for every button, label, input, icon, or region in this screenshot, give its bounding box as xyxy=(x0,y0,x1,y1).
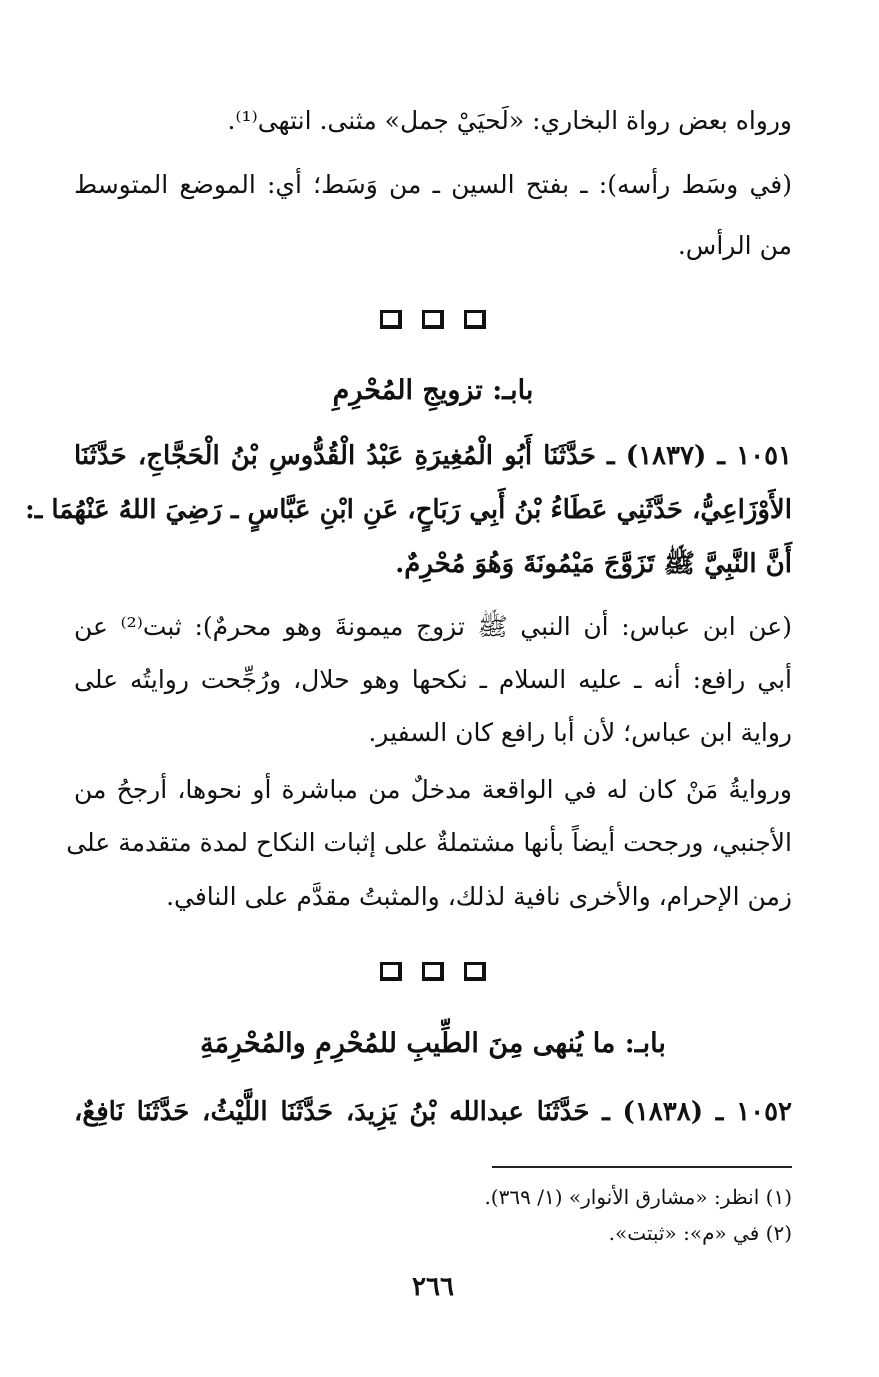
square-ornament-icon xyxy=(464,310,486,329)
hadith-1051-line-2: الأَوْزَاعِيُّ، حَدَّثَنِي عَطَاءُ بْنُ أَبِي رَبَاحٍ، عَنِ ابْنِ عَبَّاسٍ ـ رَضِيَ اللهُ عَنْهُمَا ـ: xyxy=(25,495,792,525)
commentary-2-line-3: زمن الإحرام، والأخرى نافية لذلك، والمثبتُ مقدَّم على النافي. xyxy=(166,882,792,911)
intro-line-1: ورواه بعض رواة البخاري: «لَحيَيْ جمل» مثنى. انتهى⁽¹⁾. xyxy=(227,106,792,135)
document-page xyxy=(25,0,792,1377)
hadith-1051-line-3: أَنَّ النَّبِيَّ ﷺ تَزَوَّجَ مَيْمُونَةَ وَهُوَ مُحْرِمٌ. xyxy=(395,549,792,579)
hadith-1052-line-1: ١٠٥٢ ـ (١٨٣٨) ـ حَدَّثَنَا عبدالله بْنُ يَزِيدَ، حَدَّثَنَا اللَّيْثُ، حَدَّثَنَا نَافِعٌ، xyxy=(74,1097,792,1127)
footnote-2: (٢) في «م»: «ثبتت». xyxy=(608,1221,792,1245)
commentary-2-line-1: وروايةُ مَنْ كان له في الواقعة مدخلٌ من مباشرة أو نحوها، أرجحُ من xyxy=(74,775,792,804)
page-number: ٢٦٦ xyxy=(412,1272,454,1302)
intro-line-2: (في وسَط رأسه): ـ بفتح السين ـ من وَسَط؛ أي: الموضع المتوسط xyxy=(74,170,792,199)
commentary-2-line-2: الأجنبي، ورجحت أيضاً بأنها مشتملةٌ على إثبات النكاح لمدة متقدمة على xyxy=(66,828,792,857)
square-ornament-icon xyxy=(422,962,444,981)
chapter-heading-2: بابـ: ما يُنهى مِنَ الطِّيبِ للمُحْرِمِ والمُحْرِمَةِ xyxy=(200,1028,666,1059)
square-ornament-icon xyxy=(380,962,402,981)
hadith-1051-line-1: ١٠٥١ ـ (١٨٣٧) ـ حَدَّثَنَا أَبُو الْمُغِيرَةِ عَبْدُ الْقُدُّوسِ بْنُ الْحَجَّاجِ، حَدَّثَنَا xyxy=(74,441,792,471)
footnote-1: (١) انظر: «مشارق الأنوار» (١/ ٣٦٩). xyxy=(484,1185,792,1209)
intro-line-3: من الرأس. xyxy=(677,231,792,260)
square-ornament-icon xyxy=(464,962,486,981)
commentary-1-line-1: (عن ابن عباس: أن النبي ﷺ تزوج ميمونةَ وهو محرمٌ): ثبت⁽²⁾ عن xyxy=(74,612,792,641)
section-divider-ornament xyxy=(74,962,792,981)
commentary-1-line-2: أبي رافع: أنه ـ عليه السلام ـ نكحها وهو حلال، ورُجِّحت روايتُه على xyxy=(74,665,792,694)
chapter-heading-1: بابـ: تزويجِ المُحْرِمِ xyxy=(332,375,534,406)
square-ornament-icon xyxy=(380,310,402,329)
commentary-1-line-3: رواية ابن عباس؛ لأن أبا رافع كان السفير. xyxy=(368,718,792,747)
square-ornament-icon xyxy=(422,310,444,329)
section-divider-ornament xyxy=(74,310,792,329)
footnote-separator xyxy=(492,1166,792,1168)
